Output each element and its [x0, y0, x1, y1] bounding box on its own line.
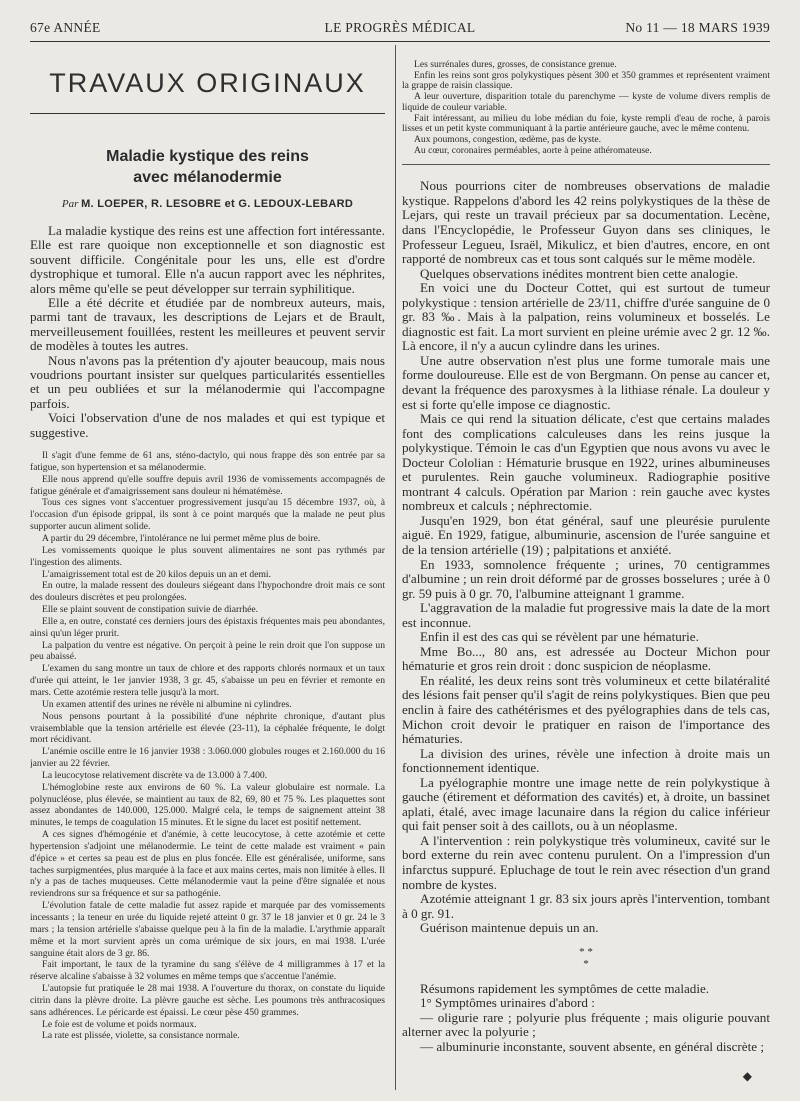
observation-paragraph: Nous pensons pourtant à la possibilité d'une néphrite chronique, d'autant plus vraisemblable que la tension artérielle est élevée (23-11), la céphalée fréquente, le dolgt mort récidivant.	[30, 710, 385, 746]
issue-date: No 11 — 18 MARS 1939	[625, 20, 770, 35]
article-title-line-1: Maladie kystique des reins	[106, 148, 309, 165]
paragraph: Enfin il est des cas qui se révèlent par une hématurie.	[420, 629, 699, 645]
observation-paragraph: L'anémie oscille entre le 16 janvier 1938 : 3.060.000 globules rouges et 2.160.000 du 16 janvier au 22 février.	[30, 746, 385, 770]
paragraph: La maladie kystique des reins est une affection fort intéressante. Elle est rare quoique non exceptionnelle et son diagnostic est souvent difficile. Congénitale pour les uns, elle est d'ordre dystrophique et tumoral. Elle n'a aucun rapport avec les néphrites, alors même qu'elle se peut développer sur terrain syphilitique.	[30, 223, 385, 296]
observation-paragraph: Fait important, le taux de la tyramine du sang s'élève de 4 milligrammes à 17 et la réserve alcaline s'abaisse à 32 volumes en même temps que s'accentue l'anémie.	[30, 959, 385, 983]
observation-paragraph: Enfin les reins sont gros polykystiques pèsent 300 et 350 grammes et représentent vraiment la grappe de raisin classique.	[402, 69, 770, 92]
paragraph: A l'intervention : rein polykystique très volumineux, cavité sur le bord externe du rein avec contenu purulent. On a l'impression d'un infarctus suppuré. Epluchage de tout le rein avec résection d'un grand nombre de kystes.	[402, 832, 770, 892]
end-ornament-icon: ◆	[742, 1068, 752, 1083]
observation-paragraph: A leur ouverture, disparition totale du parenchyme — kyste de volume divers remplis de liquide de couleur variable.	[402, 91, 770, 113]
observation-paragraph: Tous ces signes vont s'accentuer progressivement jusqu'au 15 décembre 1937, où, à l'occasion d'un épisode grippal, ils sont à ce point marqués que la malade ne peut plus supporter aucun aliment solide.	[30, 497, 385, 533]
observation-paragraph: L'examen du sang montre un taux de chlore et des rapports chlorés normaux et un taux d'urée qui atteint, le 1er janvier 1938, 3 gr. 45, s'abaisse un peu en février et remonte en mars. Cette azotémie restera telle jusqu'à la mort.	[30, 663, 385, 698]
section-rubric: TRAVAUX ORIGINAUX	[30, 68, 385, 114]
symptoms-summary	[402, 982, 770, 1055]
paragraph: Mais ce qui rend la situation délicate, c'est que certains malades font des complications calculeuses dans les reins jusque la polykystique. Témoin le cas d'un Egyptien que nous avons vu avec le Docteur Cololian : Hématurie brusque en 1922, urines albumineuses et purulentes. Rein gauche volumineux. Radiographie positive montrant 4 calculs. Opération par Marion : rein gauche avec kystes nombreux et calculs ; néphrectomie.	[402, 411, 770, 514]
paragraph: Quelques observations inédites montrent bien cette analogie.	[420, 265, 739, 281]
observation-paragraph: Le foie est de volume et poids normaux.	[42, 1018, 197, 1030]
column-divider	[395, 45, 396, 1090]
paragraph: La division des urines, révèle une infection à droite mais un fonctionnement identique.	[402, 745, 770, 776]
paragraph: Nous n'avons pas la prétention d'y ajouter beaucoup, mais nous voudrions pourtant insister sur quelques particularités essentielles et un peu oubliées et sur la mélanodermie qui l'accompagne parfois.	[30, 352, 385, 411]
section-asterism: * * *	[579, 945, 593, 970]
observation-paragraph: La leucocytose relativement discrète va de 13.000 à 7.400.	[42, 769, 268, 781]
paragraph: En 1933, somnolence fréquente ; urines, 70 centigrammes d'albumine ; un rein droit déformé par de grosses bosselures ; urée à 0 gr. 59 puis à 0 gr. 70, l'albumine atteignant 1 gramme.	[402, 556, 770, 601]
observation-paragraph: L'évolution fatale de cette maladie fut assez rapide et marquée par des vomissements incessants ; la teneur en urée du liquide rejeté atteint 0 gr. 37 le 18 janvier et 0 gr. 24 le 3 mars ; la tension artérielle s'abaisse quelque peu à la fin de la maladie. L'arythmie apparaît même et la mort survient après un coma urémique de six jours, en mai 1938. L'urée sanguine était alors de 3 gr. 86.	[30, 900, 385, 959]
right-column	[402, 60, 770, 1084]
paragraph: En réalité, les deux reins sont très volumineux et cette bilatéralité des lésions fait penser qu'il s'agit de reins polykystiques. Bien que peu enclin à faire des cathétérismes et des pyélographies dans de tels cas, Michon croit devoir le pratiquer en raison de l'importance des hématuries.	[402, 672, 770, 747]
observation-paragraph: L'hémoglobine reste aux environs de 60 %. La valeur globulaire est normale. La polynucléose, plus élevée, se maintient au taux de 82, 69, 80 et 75 %. Les plaquettes sont assez abondantes de 140.000, 125.000. Malgré cela, le temps de saignement atteint 38 minutes, le temps de coagulation 15 minutes. Et le signe du lacet est positif nettement.	[30, 781, 385, 829]
introduction-text	[30, 224, 385, 440]
paragraph: Nous pourrions citer de nombreuses observations de maladie kystique. Rappelons d'abord les 42 reins polykystiques de la thèse de Lejars, qui reste un travail précieux par sa documentation. Lecène, dans l'Encyclopédie, le Professeur Guyon dans ses cliniques, le Professeur Legueu, Israël, Mikulicz, et bien d'autres, encore, en ont rapporté de nombreux cas et tous sont calqués sur le même modèle.	[402, 178, 770, 267]
paragraph: Voici l'observation d'une de nos malades et qui est typique et suggestive.	[30, 410, 385, 440]
section-rule	[402, 164, 770, 165]
paragraph: La pyélographie montre une image nette de rein polykystique à gauche (étirement et déformation des cavités) et, à droite, un bassinet aplati, étalé, avec image lacunaire dans la région du calice inférieur qui fait penser soit à des caillots, ou à un néoplasme.	[402, 774, 770, 834]
paragraph: Résumons rapidement les symptômes de cette maladie.	[420, 980, 710, 996]
observation-paragraph: L'autopsie fut pratiquée le 28 mai 1938. A l'ouverture du thorax, on constate du liquide citrin dans la plèvre droite. La plèvre gauche est sèche. Les poumons très anthracosiques sans adhérences. Le péricarde est épaissi. Le cœur pèse 450 grammes.	[30, 983, 385, 1018]
article-title	[30, 146, 385, 188]
paragraph: Elle a été décrite et étudiée par de nombreux auteurs, mais, parmi tant de travaux, les descriptions de Lejars et de Brault, merveilleusement fouillées, restent les meilleures et peuvent servir de modèles à toutes les autres.	[30, 295, 385, 354]
running-head	[30, 20, 770, 40]
observation-paragraph: La rate est plissée, violette, sa consistance normale.	[42, 1030, 240, 1042]
observation-paragraph: Les surrénales dures, grosses, de consistance grenue.	[414, 60, 617, 70]
observation-paragraph: En outre, la malade ressent des douleurs siégeant dans l'hypochondre droit mais ce sont des douleurs discrètes et peu prolongées.	[30, 580, 385, 604]
observation-paragraph: Aux poumons, congestion, œdème, pas de kyste.	[414, 133, 602, 145]
observation-paragraph: Au cœur, coronaires perméables, aorte à peine athéromateuse.	[414, 144, 652, 156]
paragraph: Guérison maintenue depuis un an.	[420, 920, 599, 936]
paragraph: L'aggravation de la maladie fut progressive mais la date de la mort est inconnue.	[402, 600, 770, 630]
discussion-text	[402, 179, 770, 935]
left-column	[30, 46, 385, 1042]
observation-paragraph: La palpation du ventre est négative. On perçoit à peine le rein droit que l'on suppose un peu abaissé.	[30, 639, 385, 663]
paragraph: En voici une du Docteur Cottet, qui est surtout de tumeur polykystique : tension artérielle de 23/11, chiffre d'urée sanguine de 0 gr. 83 ‰. Mais à la palpation, reins volumineux et bosselés. Le diagnostic est fait. La mort survient en pleine urémie avec 2 gr. 12 ‰. Là encore, il n'y a aucun cylindre dans les urines.	[402, 280, 770, 354]
paragraph: Azotémie atteignant 1 gr. 83 six jours après l'intervention, tombant à 0 gr. 91.	[402, 891, 770, 921]
observation-paragraph: Les vomissements quoique le plus souvent alimentaires ne sont pas rythmés par l'ingestion des aliments.	[30, 544, 385, 568]
paragraph: — oligurie rare ; polyurie plus fréquente ; mais oligurie pouvant alterner avec la polyurie ;	[402, 1009, 770, 1040]
autopsy-continuation	[402, 60, 770, 156]
article-title-line-2: avec mélanodermie	[133, 169, 282, 186]
byline-prefix: Par	[61, 198, 79, 210]
header-rule	[30, 41, 770, 42]
paragraph: Une autre observation n'est plus une forme tumorale mais une forme douloureuse. Elle est de von Bergmann. On pense au cancer et, devant la fréquence des paroxysmes à la lithiase rénale. La douleur y est si forte qu'elle impose ce diagnostic.	[402, 352, 770, 412]
observation-paragraph: Elle se plaint souvent de constipation suivie de diarrhée.	[42, 604, 259, 616]
observation-paragraph: L'amaigrissement total est de 20 kilos depuis un an et demi.	[42, 568, 271, 580]
byline	[30, 198, 385, 210]
case-observation	[30, 450, 385, 1042]
paragraph: — albuminurie inconstante, souvent absente, en général discrète ;	[420, 1038, 764, 1054]
journal-title: LE PROGRÈS MÉDICAL	[324, 20, 476, 35]
paragraph: Jusqu'en 1929, bon état général, sauf une pleurésie purulente aiguë. En 1929, fatigue, albuminurie, ascension de l'urée sanguine et de la tension artérielle (19) ; palpitations et anxiété.	[402, 512, 770, 557]
observation-paragraph: Il s'agit d'une femme de 61 ans, sténo-dactylo, qui nous frappe dès son entrée par sa fatigue, son hypertension et sa mélanodermie.	[30, 450, 385, 473]
observation-paragraph: A partir du 29 décembre, l'intolérance ne lui permet même plus de boire.	[42, 533, 321, 544]
observation-paragraph: Un examen attentif des urines ne révèle ni albumine ni cylindres.	[42, 698, 292, 710]
observation-paragraph: Elle a, en outre, constaté ces derniers jours des épistaxis fréquentes mais peu abondantes, ainsi qu'un léger prurit.	[30, 615, 385, 639]
paragraph: Mme Bo..., 80 ans, est adressée au Docteur Michon pour hématurie et gros rein droit : donc suspicion de néoplasme.	[402, 643, 770, 674]
observation-paragraph: Fait intéressant, au milieu du lobe médian du foie, kyste rempli d'eau de roche, à parois lisses et un petit kyste communiquant à la partie antérieure gauche, avec le même contenu.	[402, 112, 770, 135]
observation-paragraph: A ces signes d'hémogénie et d'anémie, à cette leucocytose, à cette azotémie et cette hypertension s'adjoint une mélanodermie. Le teint de cette malade est vraiment « pain d'épice » et certes sa peau est de plus en plus foncée. Elle est généralisée, uniforme, sans taches surpigmentées, plus marquée à la face et aux mains certes, mais non limitée à elles. Il n'y a pas de taches muqueuses. Cette mélanodermie vaut la peine d'être signalée et nous reviendrons sur sa fréquence et sur sa pathogénie.	[30, 829, 385, 900]
observation-paragraph: Elle nous apprend qu'elle souffre depuis avril 1936 de vomissements accompagnés de fatigue générale et d'amaigrissement sans douleur ni hématémèse.	[30, 473, 385, 497]
paragraph: 1° Symptômes urinaires d'abord :	[420, 995, 595, 1011]
author-names: M. LOEPER, R. LESOBRE et G. LEDOUX-LEBARD	[81, 198, 354, 210]
year-label: 67e ANNÉE	[30, 20, 101, 35]
